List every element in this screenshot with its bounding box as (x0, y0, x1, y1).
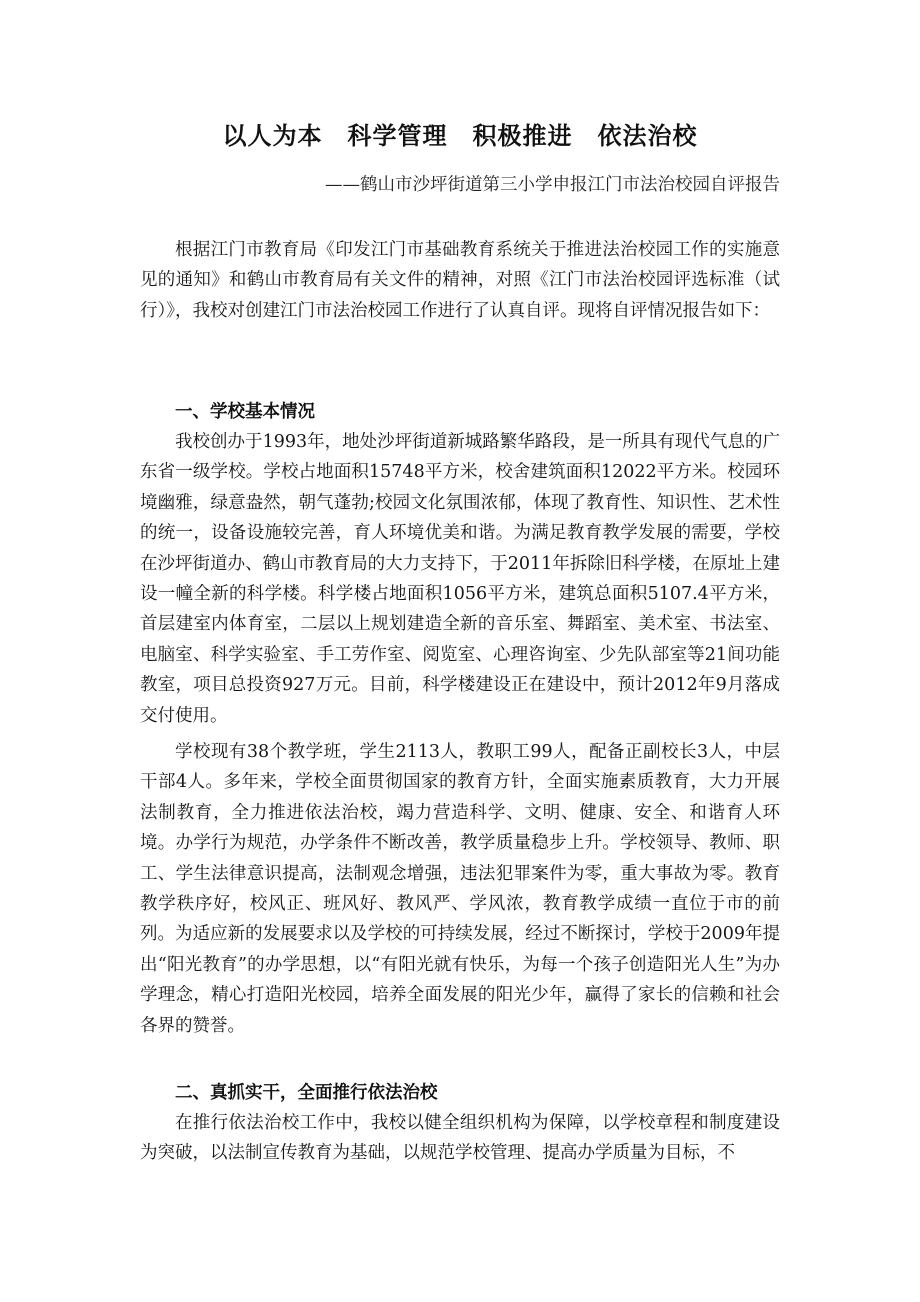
section-1-paragraph-1: 我校创办于1993年，地处沙坪街道新城路繁华路段，是一所具有现代气息的广东省一级学校。学校占地面积15748平方米，校舍建筑面积12022平方米。校园环境幽雅，绿意盎然，朝气蓬勃;校园文化氛围浓郁，体现了教育性、知识性、艺术性的统一，设备设施较完善，育人环境优美和谐。为满足教育教学发展的需要，学校在沙坪街道办、鹤山市教育局的大力支持下，于2011年拆除旧科学楼，在原址上建设一幢全新的科学楼。科学楼占地面积1056平方米，建筑总面积5107.4平方米，首层建室内体育室，二层以上规划建造全新的音乐室、舞蹈室、美术室、书法室、电脑室、科学实验室、手工劳作室、阅览室、心理咨询室、少先队部室等21间功能教室，项目总投资927万元。目前，科学楼建设正在建设中，预计2012年9月落成交付使用。 (140, 432, 780, 726)
document-subtitle: ——鹤山市沙坪街道第三小学申报江门市法治校园自评报告 (325, 175, 780, 195)
section-2-paragraph-1: 在推行依法治校工作中，我校以健全组织机构为保障，以学校章程和制度建设为突破，以法制宣传教育为基础，以规范学校管理、提高办学质量为目标，不 (140, 1113, 780, 1164)
section-1-paragraph-2: 学校现有38个教学班，学生2113人，教职工99人，配备正副校长3人，中层干部4人。多年来，学校全面贯彻国家的教育方针，全面实施素质教育，大力开展法制教育，全力推进依法治校，竭力营造科学、文明、健康、安全、和谐育人环境。办学行为规范，办学条件不断改善，教学质量稳步上升。学校领导、教师、职工、学生法律意识提高，法制观念增强，违法犯罪案件为零，重大事故为零。教育教学秩序好，校风正、班风好、教风严、学风浓，教育教学成绩一直位于市的前列。为适应新的发展要求以及学校的可持续发展，经过不断探讨，学校于2009年提出“阳光教育”的办学思想，以“有阳光就有快乐，为每一个孩子创造阳光人生”为办学理念，精心打造阳光校园，培养全面发展的阳光少年，赢得了家长的信赖和社会各界的赞誉。 (140, 742, 780, 1036)
section-1-heading: 一、学校基本情况 (175, 402, 315, 422)
intro-paragraph: 根据江门市教育局《印发江门市基础教育系统关于推进法治校园工作的实施意见的通知》和鹤山市教育局有关文件的精神，对照《江门市法治校园评选标准（试行）》，我校对创建江门市法治校园工作进行了认真自评。现将自评情况报告如下： (140, 240, 780, 321)
section-2-heading: 二、真抓实干，全面推行依法治校 (175, 1083, 438, 1103)
document-title: 以人为本 科学管理 积极推进 依法治校 (222, 122, 698, 150)
